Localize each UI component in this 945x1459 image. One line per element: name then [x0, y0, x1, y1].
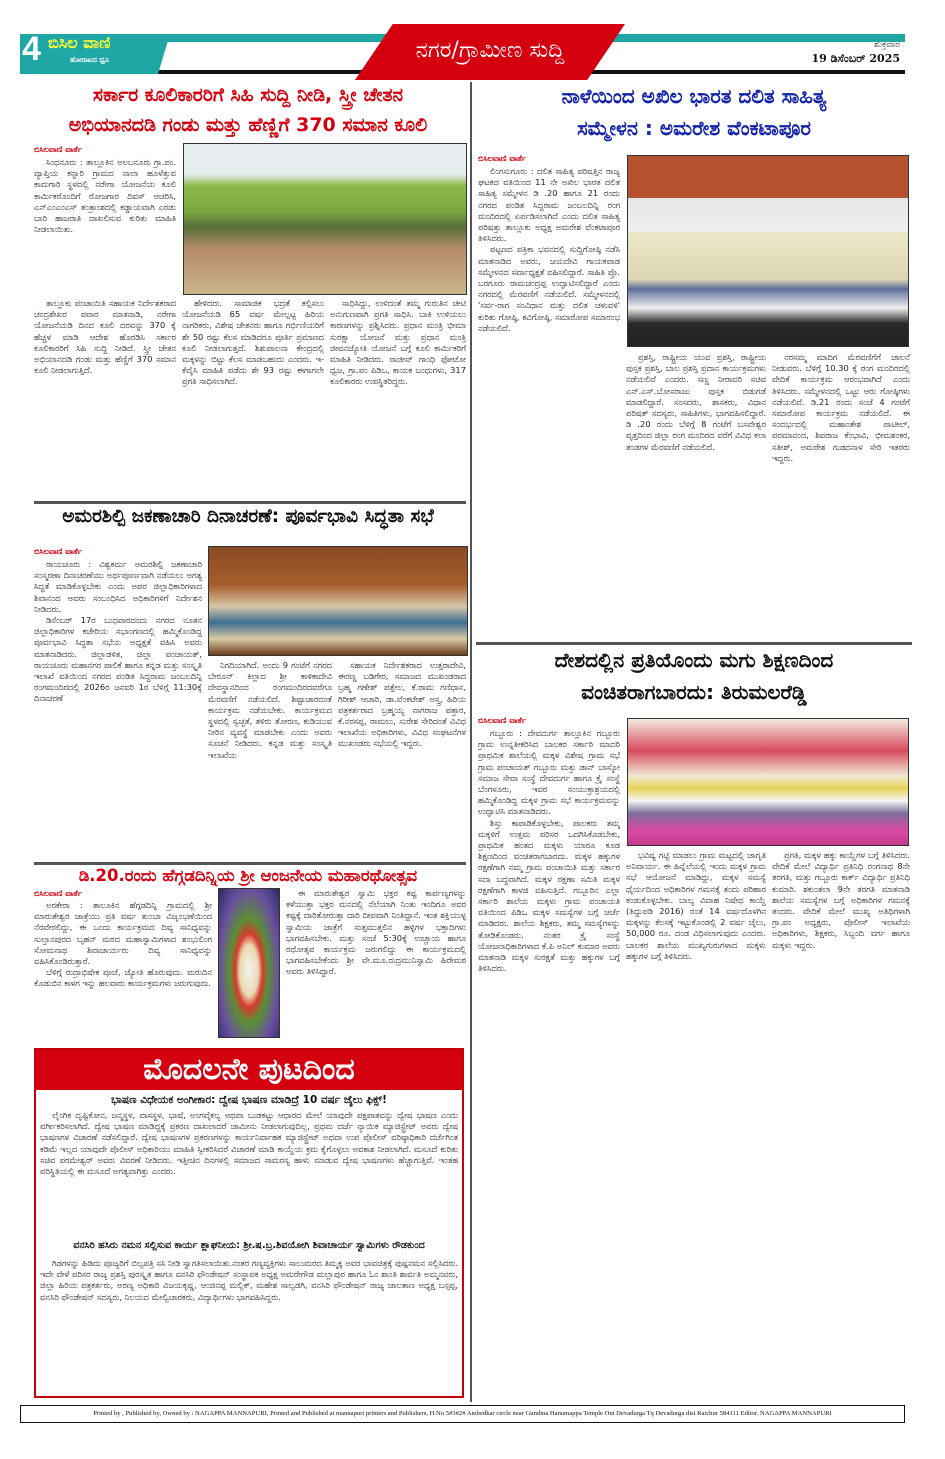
- paragraph: ಗಿಡಗಳನ್ನು ಹಿಡಿದು ಪೂಜ್ಯರಿಗೆ ಬಿಲ್ವಪತ್ರಿ ಸಸಿ ನೀಡಿ ಸ್ವಾಗತಿಸಲಾಯಿತು.ನಂತರ ಗಣ್ಯವ್ಯಕ್ತಿಗಳು ಸಾಲುಮರದ ತಿಮ್ಮಕ್ಕ ಅವರ ಭಾವಚಿತ್ರಕ್ಕೆ ಪುಷ್ಪನಮನ ಸಲ್ಲಿಸಿದರು. ಇದೇ ವೇಳೆ ಪರಿಸರ ರಾಜ್ಯ ಪ್ರಶಸ್ತಿ ಪುರಸ್ಕೃತ ಹಾಗೂ ವನಸಿರಿ ಫೌಂಡೇಷನ್ ಸಂಸ್ಥಾಪಕ ಅಧ್ಯಕ್ಷ ಅಮರೇಗೌಡ ಮಲ್ಲಾಪುರ ಹಾಗೂ ಓಂ ಶಾಂತಿ ಶಾರ್ವತಿ ಅಮ್ಮನವರು, ಜಿಲ್ಲಾ ಹಿರಿಯ ಪತ್ರಕರ್ತರು, ಅರಣ್ಯ ಅಧಿಕಾರಿ ವಿಜಯಕೃಷ್ಣ, ಆಂಜಿನಪ್ಪ ಮಲ್ಲಿಕ್, ಮಹೇಶ ಸಾಲ್ವಡಗಿ, ವನಸಿರಿ ಫೌಂಡೇಷನ್ ರಾಜ್ಯ ಜಾಲತಾಣ ಅಧ್ಯಕ್ಷ ಬಸ್ಸಪ್ಪ, ವನಸಿರಿ ಫೌಂಡೇಷನ್ ಸದಸ್ಯರು, ನಿಲಯದ ಮೇಲ್ವಿಚಾರಕರು, ವಿದ್ಯಾರ್ಥಿಗಳು ಭಾಗವಹಿಸಿದ್ದರು.: [40, 1258, 458, 1302]
- article-divider: [476, 642, 912, 645]
- headline-sahitya-line2: ಸಮ್ಮೇಳನ : ಅಮರೇಶ ವೆಂಕಟಾಪೂರ: [577, 116, 811, 140]
- paragraph: ಹೇಳಿದರು. ಸಾಮಾಜಿಕ ಭದ್ರತೆ ಕಲ್ಪಿಸಲು ಯೋಜನೆಯಡಿ 65 ವರ್ಷ ಮೇಲ್ಪಟ್ಟ ಹಿರಿಯ ನಾಗರಿಕರು, ವಿಶೇಷ ಚೇತನರು ಹಾಗೂ ಗರ್ಭಿಣಿಯರಿಗೆ ಶೇ 50 ರಷ್ಟು ಕೆಲಸ ಮಾಡಿದರೂ ಪೂರ್ತಿ ಪ್ರಮಾಣದ ಕೂಲಿ ನೀಡಲಾಗುತ್ತದೆ. ಶಿಶುಪಾಲನಾ ಕೇಂದ್ರದಲ್ಲಿ ಮಕ್ಕಳನ್ನು ಬಿಟ್ಟು ಕೆಲಸ ಮಾಡಬಹುದು ಎಂದರು. ಇ-ಕೆವೈಸಿ ಮಾಹಿತಿ ಪಡೆದು ಶೇ 93 ರಷ್ಟು ಈಗಾಗಲೇ ಪ್ರಗತಿ ಸಾಧಿಸಲಾಗಿದೆ.: [182, 298, 324, 387]
- byline: ಬಿಸಿಲವಾಣಿ ವಾರ್ತೆ: [478, 154, 526, 163]
- photo-children-gram-sabha: [627, 718, 909, 846]
- headline-vanasiri: ವನಸಿರಿ ಹಸಿರು ನಮನ ಸಲ್ಲಿಸುವ ಕಾರ್ಯ ಶ್ಲಾಘನೀಯ: ಶ್ರೀ.ಷ.ಬ್ರ.ಶಿವಯೋಗಿ ಶಿವಾಚಾರ್ಯ ಸ್ವಾಮಿಗಳು ರೌಡಕುಂದ: [73, 1240, 425, 1251]
- paragraph: ರಾಯಚೂರು : ವಿಶ್ವಕರ್ಮ ಅಮರಶಿಲ್ಪಿ ಜಕಣಾಚಾರಿ ಸಂಸ್ಮರಣಾ ದಿನಾಚರಣೆಯು ಅರ್ಥಪೂರ್ಣವಾಗಿ ನಡೆಯಲು ಅಗತ್ಯ ಸಿದ್ಧತೆ ಮಾಡಿಕೊಳ್ಳಬೇಕು ಎಂದು ಅಪರ ಜಿಲ್ಲಾಧಿಕಾರಿಗಳಾದ ಶಿವಾನಂದ ಅವರು ಸಂಬಂಧಿಸಿದ ಅಧಿಕಾರಿಗಳಿಗೆ ನಿರ್ದೇಶನ ನೀಡಿದರು.: [34, 559, 202, 614]
- imprint-footer: Printed by , Published by, Owned by : NAGAPPA MANNAPURI, Printed and Published at mannapuri printers and Publishers, H.No.5#3#2# Ambedkar circle near Gundina Hanumappa Temple Oni Devadurga Tq Devadurga dist Raichur 584111 Editor. NAGAPPA MANNAPURI: [20, 1405, 905, 1423]
- headline-wages-line1: ಸರ್ಕಾರ ಕೂಲಿಕಾರರಿಗೆ ಸಿಹಿ ಸುದ್ದಿ ನೀಡಿ, ಸ್ತ್ರೀ ಚೇತನ: [92, 84, 404, 106]
- paragraph: ಲಿಂಗಸುಗೂರು : ದಲಿತ ಸಾಹಿತ್ಯ ಪರಿಷತ್ತಿನ ರಾಜ್ಯ ಘಟಕದ ವತಿಯಿಂದ 11 ನೇ ಅಖಿಲ ಭಾರತ ದಲಿತ ಸಾಹಿತ್ಯ ಸಮ್ಮೇಳನ ಡಿ .20 ಹಾಗೂ 21 ರಂದು ನಗರದ ಪಂಡಿತ ಸಿದ್ದರಾಮ ಜಂಬಲದಿನ್ನಿ ರಂಗ ಮಂದಿರದಲ್ಲಿ ಏರ್ಪಡಿಸಲಾಗಿದೆ ಎಂದು ದಲಿತ ಸಾಹಿತ್ಯ ಪರಿಷತ್ತು ತಾಲ್ಲೂಕು ಅಧ್ಯಕ್ಷ ಅಮರೇಶ ವೆಂಕಟಾಪೂರ ತಿಳಿಸಿದರು.: [478, 166, 620, 244]
- photo-anjaneya-idol: [218, 888, 280, 1038]
- headline-education-line1: ದೇಶದಲ್ಲಿನ ಪ್ರತಿಯೊಂದು ಮಗು ಶಿಕ್ಷಣದಿಂದ: [554, 648, 834, 672]
- article-divider: [34, 862, 466, 865]
- issue-date: 19 ಡಿಸೆಂಬರ್ 2025: [811, 52, 900, 65]
- article-body: [34, 157, 176, 297]
- article-body: [338, 660, 466, 856]
- section-title: ನಗರ/ಗ್ರಾಮೀಣ ಸುದ್ದಿ: [415, 38, 565, 63]
- article-body: [34, 900, 212, 1040]
- paragraph: ನರಸಮ್ಮ ಮಾದಿಗ ಮೆರವಣಿಗೆಗೆ ಚಾಲನೆ ನೀಡುವರು. ಬೆಳಿಗ್ಗೆ 10.30 ಕ್ಕೆ ರಂಗ ಮಂದಿರದಲ್ಲಿ ವೇದಿಕೆ ಕಾರ್ಯಕ್ರಮ ಆರಂಭವಾಗಿದೆ ಎಂದು ತಿಳಿಸಿದರು. ಸಮ್ಮೇಳನದಲ್ಲಿ ಒಟ್ಟು ಆರು ಗೋಷ್ಠಿಗಳು ನಡೆಯಲಿವೆ. ಡಿ.21 ರಂದು ಸಂಜೆ 4 ಗಂಟೆಗೆ ಸಮಾರೋಪ ಕಾರ್ಯಕ್ರಮ ನಡೆಯಲಿದೆ. ಈ ಸಂದರ್ಭದಲ್ಲಿ ಮಹಾಂತೇಶ ಪಾಟೀಲ್, ಪರಮಾನಂದ, ಶಿವರಾಜ ಕೆಂಭಾವಿ, ಭೀಮಶಂಕರ, ಸತೀಶ್, ಅಮರೇಶ ಗುಡದನಾಳ ಸೇರಿ ಇತರರು ಇದ್ದರು.: [772, 352, 910, 463]
- continuation-box-title: ಮೊದಲನೇ ಪುಟದಿಂದ: [36, 1050, 462, 1090]
- photo-preparatory-meeting: [208, 546, 468, 656]
- byline: ಬಿಸಿಲವಾಣಿ ವಾರ್ತೆ: [34, 547, 82, 556]
- article-body: [182, 298, 324, 496]
- paragraph: ಗಬ್ಬೂರು : ದೇವದುರ್ಗ ತಾಲ್ಲೂಕಿನ ಗಬ್ಬೂರು ಗ್ರಾಮ ಉನ್ನತೀಕರಿಸಿದ ಬಾಲಕರ ಸರ್ಕಾರಿ ಮಾದರಿ ಪ್ರಾಥಮಿಕ ಶಾಲೆಯಲ್ಲಿ ಮಕ್ಕಳ ವಿಶೇಷ ಗ್ರಾಮ ಸಭೆ ಗ್ರಾಮ ಪಂಚಾಯತ್ ಗಬ್ಬೂರು ಮತ್ತು ಡಾನ್ ಬಾಸ್ಕೋ ಸಮಾಜ ಸೇವಾ ಸಂಸ್ಥೆ ದೇವದುರ್ಗ ಹಾಗೂ ಕ್ರೈ ಸಂಸ್ಥೆ ಬೆಂಗಳೂರು, ಇವರ ಸಂಯುಕ್ತಾಶ್ರಯದಲ್ಲಿ ಹಮ್ಮಿಕೊಂಡಿದ್ದ ಮಕ್ಕಳ ಗ್ರಾಮ ಸಭೆ ಕಾರ್ಯಕ್ರಮವನ್ನು ಉದ್ಘಾಟಿಸಿ ಮಾತನಾಡಿದರು.: [478, 728, 620, 817]
- article-body: [40, 1258, 458, 1394]
- headline-wages-line2: ಅಭಿಯಾನದಡಿ ಗಂಡು ಮತ್ತು ಹೆಣ್ಣಿಗೆ 370 ಸಮಾನ ಕೂಲಿ: [68, 114, 428, 136]
- paragraph: ತಾಲ್ಲೂಕು ಪಂಚಾಯಿತಿ ಸಹಾಯಕ ನಿರ್ದೇಶಕರಾದ ಚಂದ್ರಶೇಖರ ಪವಾರ ಮಾತನಾಡಿ, ನರೇಗಾ ಯೋಜನೆಯಡಿ ದಿನದ ಕೂಲಿ ದರವನ್ನು 370 ಕ್ಕೆ ಹೆಚ್ಚಳ ಮಾಡಿ ಆದೇಶ ಹೊರಡಿಸಿ ಸರ್ಕಾರ ಕೂಲಿಕಾರರಿಗೆ ಸಿಹಿ ಸುದ್ದಿ ನೀಡಿದೆ. ಸ್ತ್ರೀ ಚೇತನ ಅಭಿಯಾನದಡಿ ಗಂಡು ಮತ್ತು ಹೆಣ್ಣಿಗೆ 370 ಸಮಾನ ಕೂಲಿ ನೀಡಲಾಗುತ್ತಿದೆ.: [34, 298, 176, 376]
- paragraph: ಬೆಳಿಗ್ಗೆ ರುದ್ರಾಭಿಷೇಕ ಪೂಜೆ, ಜ್ಯೋತಿ ಹೊರುವುದು. ಮರುದಿನ ಕೊಡುಬಿನ ಕಾಳಗ ಇನ್ನು ಹಲವಾರು ಕಾರ್ಯಕ್ರಮಗಳು ಜರುಗುವುದು.: [34, 967, 212, 989]
- paragraph: ಪಟ್ಟಣದ ಪತ್ರಿಕಾ ಭವನದಲ್ಲಿ ಸುದ್ದಿಗೋಷ್ಠಿ ನಡೆಸಿ ಮಾತನಾಡಿದ ಅವರು, ಜಯದೇವಿ ಗಾಯಕವಾಡ ಸಮ್ಮೇಳನದ ಸರ್ವಾಧ್ಯಕ್ಷತೆ ವಹಿಸಲಿದ್ದಾರೆ. ಸಾಹಿತಿ ಪ್ರೊ. ಬರಗೂರು ರಾಮಚಂದ್ರಪ್ಪ ಉದ್ಘಾಟಿಸಲಿದ್ದಾರೆ ಎಂದು ನಗರದಲ್ಲಿ ಮೆರವಣಿಗೆ ನಡೆಯಲಿದೆ. ಸಮ್ಮೇಳನದಲ್ಲಿ 'ಸರ್ವ-ರಾಗ ಸಂವಿಧಾನ ಮತ್ತು ದಲಿತ ಚಳುವಳಿ' ಕುರಿತು ಗೋಷ್ಠಿ, ಕವಿಗೋಷ್ಠಿ, ಸಮಾರೋಪ ಸಮಾರಂಭ ನಡೆಯಲಿದೆ.: [478, 244, 620, 333]
- paragraph: ಪ್ರಗತಿ, ಮಕ್ಕಳ ಹಕ್ಕು ಕಾಯ್ದೆಗಳ ಬಗ್ಗೆ ತಿಳಿಸಿದರು. ವೇದಿಕೆ ಮೇಲೆ ವಿದ್ಯಾರ್ಥಿ ಪ್ರತಿನಿಧಿ ರಂಗನಾಥ 8ನೇ ತರಗತಿ, ಮತ್ತು ಗಬ್ಬೂರು ಕಾರ್ಕ್ ವಿದ್ಯಾರ್ಥಿ ಪ್ರತಿನಿಧಿ ಕುಮಾರಿ. ಶಕುಂತಲಾ 9ನೇ ತರಗತಿ ಮಾತನಾಡಿ ಶಾಲೆಯ ಸಮಸ್ಯೆಗಳ ಬಗ್ಗೆ ಅಧಿಕಾರಿಗಳ ಗಮನಕ್ಕೆ ತಂದರು. ವೇದಿಕೆ ಮೇಲೆ ಮುಖ್ಯ ಅತಿಥಿಗಳಾಗಿ ಗ್ರಾ.ಪಂ ಅಧ್ಯಕ್ಷರು, ಪೊಲೀಸ್ ಇಲಾಖೆಯ ಅಧಿಕಾರಿಗಳು, ಶಿಕ್ಷಕರು, ಸಿಬ್ಬಂದಿ ವರ್ಗ ಹಾಗೂ ಮಕ್ಕಳು ಇದ್ದರು.: [772, 850, 910, 950]
- article-body: [40, 1110, 458, 1236]
- paragraph: ನಿಗದಿಯಾಗಿದೆ. ಅಂದು 9 ಗಂಟೆಗೆ ನಗರದ ಬೇರೂನ್ ಕಿಲ್ಲಾದ ಶ್ರೀ ಕಾಳಿಕಾದೇವಿ ದೇವಸ್ಥಾನದಿಂದ ರಂಗಮಂದಿರದವರೆಗೂ ಮೆರವಣಿಗೆ ನಡೆಯಲಿದೆ. ಶಿಷ್ಟಾಚಾರದಂತೆ ಕಾರ್ಯಕ್ರಮ ನಡೆಯಬೇಕು. ಕಾರ್ಯಕ್ರಮದ ಸ್ಥಳದಲ್ಲಿ ಸ್ವಚ್ಛತೆ, ತಳಿರು ತೋರಣ, ಕುಡಿಯುವ ನೀರಿನ ವ್ಯವಸ್ಥೆ ಮಾಡಬೇಕು ಎಂದು ಅವರು ಸೂಚನೆ ನೀಡಿದರು. ಕನ್ನಡ ಮತ್ತು ಸಂಸ್ಕೃತಿ ಇಲಾಖೆಯ: [208, 660, 332, 760]
- paragraph: ಸಿಂಧನೂರು : ತಾಲ್ಲೂಕಿನ ಅಲಬನೂರು ಗ್ರಾ.ಪಂ. ವ್ಯಾಪ್ತಿಯ ಕನ್ನಾರಿ ಗ್ರಾಮದ ನಾಲಾ ಹೂಳೆತ್ತುವ ಕಾಮಗಾರಿ ಸ್ಥಳದಲ್ಲಿ ನರೇಗಾ ಯೋಜನೆಯ ಕೂಲಿ ಕಾರ್ಮಿಕರೊಂದಿಗೆ ರೋಜಗಾರ ದಿವಸ್ ಆಚರಿಸಿ, ಎನ್‌ಎಂಎಂಎಸ್ ತಂತ್ರಾಂಶದಲ್ಲಿ ಕಡ್ಡಾಯವಾಗಿ ಎರಡು ಬಾರಿ ಹಾಜರಾತಿ ದಾಖಲಿಸುವ ಕುರಿತು ಮಾಹಿತಿ ನೀಡಲಾಯಿತು.: [34, 157, 176, 235]
- headline-festival: ಡಿ.20.ರಂದು ಹೆಗ್ಗಡದಿನ್ನಿಯ ಶ್ರೀ ಆಂಜನೇಯ ಮಹಾರಥೋತ್ಸವ: [78, 866, 418, 885]
- page-number: 4: [22, 30, 41, 68]
- newspaper-tagline: ಹೋರಾಟದ ಧ್ವನಿ: [70, 56, 109, 64]
- paragraph: ಅರಕೇರಾ : ತಾಲೂಕಿನ ಹೆಗ್ಗಡದಿನ್ನಿ ಗ್ರಾಮದಲ್ಲಿ ಶ್ರೀ ಮಾರುತೇಶ್ವರ ಜಾತ್ರೆಯು ಪ್ರತಿ ವರ್ಷ ತುಂಬಾ ವಿಜೃಂಭಣೆಯಿಂದ ನೆರವೇರಲಿದ್ದು, ಈ ಒಂದು ಕಾರ್ಯಕ್ರಮದ ದಿವ್ಯ ಸಾನಿಧ್ಯವನ್ನು ಸುಲ್ತಾನಪುರದ ಬೃಹನ್ ಮಠದ ಮಹಾಸ್ವಾಮಿಗಳಾದ ಶಂಭುಲಿಂಗ ಸೋಮನಾಥ ಶಿವಾಚಾರ್ಯರು ದಿವ್ಯ ಸಾನಿಧ್ಯವನ್ನು ವಹಿಸಿಕೊಂಡಿರುತ್ತಾರೆ.: [34, 900, 212, 967]
- article-body: [626, 352, 766, 634]
- byline: ಬಿಸಿಲವಾಣಿ ವಾರ್ತೆ: [478, 716, 526, 725]
- headline-sahitya-line1: ನಾಳೆಯಿಂದ ಅಖಿಲ ಭಾರತ ದಲಿತ ಸಾಹಿತ್ಯ: [561, 84, 827, 108]
- article-body: [34, 298, 176, 496]
- article-body: [34, 559, 202, 855]
- article-body: [330, 298, 466, 496]
- article-body: [626, 850, 766, 1394]
- newspaper-logo: ಬಿಸಿಲ ವಾಣಿ: [48, 33, 111, 52]
- paragraph: ಈ ಮಾರುತೇಶ್ವರ ಸ್ವಾಮಿ ಭಕ್ತರ ಕಷ್ಟ ಕಾರ್ಪಣ್ಯಗಳನ್ನು ಕಳೆಯುತ್ತಾ ಭಕ್ತರ ಮನದಲ್ಲಿ ನೆಲೆಯಾಗಿ ನಿಂತು ಇಂದಿಗೂ ಅವರ ಕಷ್ಟಕ್ಕೆ ದಾರಿತೋರುತ್ತಾ ದಾರಿ ದೀಪವಾಗಿ ನಿಂತಿದ್ದಾನೆ. ಇಂತ ಶಕ್ತಿಯುಳ್ಳ ಸ್ವಾಮಿಯ ಜಾತ್ರೆಗೆ ಸುತ್ತಮುತ್ತಲಿನ ಹಳ್ಳಿಗಳ ಭಕ್ತಾದಿಗಳು ಭಾಗವಹಿಸಬೇಕು. ಮತ್ತು ಸಂಜೆ 5:30ಕ್ಕೆ ಉಚ್ಚಾಯ ಹಾಗೂ ರಥೋತ್ಸವ ಕಾರ್ಯಕ್ರಮ ಜರುಗಲಿದ್ದು ಈ ಕಾರ್ಯಕ್ರಮದಲ್ಲಿ ಭಾಗವಹಿಸಬೇಕೆಂದು ಶ್ರೀ ವೇ.ಮೂ.ರುದ್ರಮುನಿಸ್ವಾಮಿ ಹಿರೇಮಠ ಅವರು ತಿಳಿಸಿದ್ದಾರೆ.: [286, 888, 466, 977]
- article-divider: [34, 501, 466, 504]
- headline-education-line2: ವಂಚಿತರಾಗಬಾರದು: ತಿರುಮಲರೆಡ್ಡಿ: [581, 680, 807, 704]
- photo-book-release: [627, 155, 909, 347]
- article-body: [286, 888, 466, 1038]
- paragraph: ಸಾಧಿಸಿದ್ದು, ಉಳಿದಂತೆ ತಮ್ಮ ಗುರುತಿನ ಚೀಟಿ ಅನುಗುಣವಾಗಿ ಪ್ರಗತಿ ಸಾಧಿಸಿ. ಬಾಕಿ ಉಳಿಯಲು ಕಾರಣಗಳನ್ನು ಪ್ರಶ್ನಿಸಿದರು. ಪ್ರಧಾನ ಮಂತ್ರಿ ಭೀಮಾ ಸುರಕ್ಷಾ ಯೋಜನೆ ಮತ್ತು ಪ್ರಧಾನ ಮಂತ್ರಿ ಜೀವನಜ್ಯೋತಿ ಯೋಜನೆ ಬಗ್ಗೆ ಕೂಲಿ ಕಾರ್ಮಿಕರಿಗೆ ಮಾಹಿತಿ ನೀಡಿದರು. ರಾಜೀವ್ ಗಾಂಧಿ ಫೋಟೋ ಧ್ವಜ, ಗ್ರಾ.ಪಂ ಪಿಡಿಒ, ಕಾಯಕ ಬಂಧುಗಳು, 317 ಕೂಲಿಕಾರರು ಉಪಸ್ಥಿತರಿದ್ದರು.: [330, 298, 466, 387]
- byline: ಬಿಸಿಲವಾಣಿ ವಾರ್ತೆ: [34, 889, 82, 898]
- article-body: [208, 660, 332, 856]
- byline: ಬಿಸಿಲವಾಣಿ ವಾರ್ತೆ: [34, 145, 82, 154]
- article-body: [772, 352, 910, 634]
- column-divider: [470, 82, 472, 1402]
- paragraph: ಡಿಸೆಂಬರ್ 17ರ ಬುಧವಾರದಂದು ನಗರದ ನೂತನ ಜಿಲ್ಲಾಧಿಕಾರಿಗಳ ಕಚೇರಿಯ ಸಭಾಂಗಣದಲ್ಲಿ ಹಮ್ಮಿಕೊಂಡಿದ್ದ ಪೂರ್ವಭಾವಿ ಸಿದ್ಧತಾ ಸಭೆಯ ಅಧ್ಯಕ್ಷತೆ ವಹಿಸಿ ಅವರು ಮಾತನಾಡಿದರು. ಜಿಲ್ಲಾಡಳಿತ, ಜಿಲ್ಲಾ ಪಂಚಾಯತ್, ರಾಯಚೂರು ಮಹಾನಗರ ಪಾಲಿಕೆ ಹಾಗೂ ಕನ್ನಡ ಮತ್ತು ಸಂಸ್ಕೃತಿ ಇಲಾಖೆ ವತಿಯಿಂದ ನಗರದ ಪಂಡಿತ ಸಿದ್ದರಾಮ ಜಂಬಲದಿನ್ನಿ ರಂಗಮಂದಿರದಲ್ಲಿ 2026ರ ಜನವರಿ 1ರ ಬೆಳಿಗ್ಗೆ 11:30ಕ್ಕೆ ದಿನಾಚರಣೆ: [34, 615, 202, 704]
- headline-hate-speech-bill: ಭಾಷಣ ವಿಧೇಯಕ ಅಂಗೀಕಾರ: ದ್ವೇಷ ಭಾಷಣ ಮಾಡಿದ್ರೆ 10 ವರ್ಷ ಜೈಲು ಫಿಕ್ಸ್!: [111, 1094, 387, 1106]
- weekday: ಶುಕ್ರವಾರ: [874, 40, 900, 50]
- paragraph: ಲೈಂಗಿಕ ದೃಷ್ಟಿಕೋನ, ಜನ್ಮಸ್ಥಳ, ವಾಸಸ್ಥಳ, ಭಾಷೆ, ಅಂಗವೈಕಲ್ಯ ಅಥವಾ ಬುಡಕಟ್ಟು ಆಧಾರದ ಮೇಲೆ ಯಾವುದೇ ಪಕ್ಷಪಾತವನ್ನು ದ್ವೇಷ ಭಾಷಣ ಎಂದು ವರ್ಗೀಕರಿಸಲಾಗಿದೆ. ದ್ವೇಷ ಭಾಷಣ ಮಾಡಿದ್ದಕ್ಕೆ ಪ್ರಕರಣ ದಾಖಲಾದರೆ ಜಾಮೀನು ನೀಡಲಾಗುವುದಿಲ್ಲ, ಪ್ರಥಮ ದರ್ಜೆ ನ್ಯಾಯಿಕ ಮ್ಯಾಜಿಸ್ಟ್ರೇಟ್ ಅವರು ದ್ವೇಷ ಭಾಷಣಗಳ ವಿಚಾರಣೆ ನಡೆಸಲಿದ್ದಾರೆ. ದ್ವೇಷ ಭಾಷಣಗಳ ಪ್ರಕರಣಗಳನ್ನು ಕಾರ್ಯನಿರ್ವಾಹಕ ಮ್ಯಾಜಿಸ್ಟ್ರೇಟ್ ಅಥವಾ ಉಪ ಪೊಲೀಸ್ ವರಿಷ್ಠಾಧಿಕಾರಿ ದರ್ಜೆಗಿಂತ ಕಡಿಮೆ ಇಲ್ಲದ ಯಾವುದೇ ಪೊಲೀಸ್ ಅಧಿಕಾರಿಯು ಮಾಹಿತಿ ಸ್ವೀಕರಿಸಿದರೆ ವಿಚಾರಣೆ ಮಾಡಿ ಕಾಯ್ದೆಯ ಕ್ರಮ ಕೈಗೊಳ್ಳಲು ಅವಕಾಶ ನೀಡಲಾಗಿದೆ. ಮಸೂದೆ ಕುರಿತು ಸಚಿವ ಪರಮೇಶ್ವರ್ ಅವರು ವಿವರಣೆ ನೀಡಿದರು. ಇತ್ತೀಚಿನ ದಿನಗಳಲ್ಲಿ ಸಮಾಜದ ಸಾಮರಸ್ಯ ಹಾಳು ಮಾಡುವ ದ್ವೇಷ ಭಾಷಣಗಳು ಹೆಚ್ಚಾಗುತ್ತಿವೆ. ಇಂತಹ ಪರಿಸ್ಥಿತಿಯಲ್ಲಿ ಈ ಮಸೂದೆ ಅಗತ್ಯವಾಗಿತ್ತು ಎಂದರು.: [40, 1110, 458, 1177]
- article-body: [478, 166, 620, 634]
- photo-wage-workers-meeting: [183, 143, 467, 295]
- article-body: [772, 850, 910, 1394]
- headline-jakanachari: ಅಮರಶಿಲ್ಪಿ ಜಕಣಾಚಾರಿ ದಿನಾಚರಣೆ: ಪೂರ್ವಭಾವಿ ಸಿದ್ಧತಾ ಸಭೆ: [62, 506, 434, 527]
- paragraph: ಶಿಸ್ತು ಕಾಪಾಡಿಕೊಳ್ಳಬೇಕು, ಪಾಲಕರು ತಮ್ಮ ಮಕ್ಕಳಿಗೆ ಉತ್ತಮ ಪರಿಸರ ಒದಗಿಸಿಕೊಡಬೇಕು, ಪ್ರಾಥಮಿಕ ಹಂತದ ಮಕ್ಕಳು ಯಾರೂ ಕೂಡ ಶಿಕ್ಷಣದಿಂದ ವಂಚಿತರಾಗಬಾರದು. ಮಕ್ಕಳ ಹಕ್ಕುಗಳ ರಕ್ಷಣೆಗಾಗಿ ನಮ್ಮ ಗ್ರಾಮ ಪಂಚಾಯಿತಿ ಮತ್ತು ಸರ್ಕಾರ ಸದಾ ಬದ್ಧವಾಗಿದೆ. ಮಕ್ಕಳ ರಕ್ಷಣಾ ಸಮಿತಿ ಮಕ್ಕಳ ರಕ್ಷಣೆಗಾಗಿ ಕಾಳಜಿ ವಹಿಸುತ್ತಿದೆ. ಗಬ್ಬೂರಿನ ಎಲ್ಲಾ ಸರ್ಕಾರಿ ಶಾಲೆಯ ಮಕ್ಕಳು ಗ್ರಾಮ ಪಂಚಾಯತಿ ವತಿಯಿಂದ ಪಿಡಿಒ ಮಕ್ಕಳ ಸಮಸ್ಯೆಗಳ ಬಗ್ಗೆ ಚರ್ಚೆ ಮಾಡಿದರು. ಶಾಲೆಯ ಶಿಕ್ಷಕರು, ತಮ್ಮ ಸಮಸ್ಯೆಗಳನ್ನು ತೋಡಿಕೊಂಡರು. ನಂತರ ಕ್ರೈ ಸಂಸ್ಥೆ ಯೋಜನಾಧಿಕಾರಿಗಳಾದ ಕೆ.ಪಿ ಅನಿಲ್ ಕುಮಾರ ಅವರು ಮಾತನಾಡಿ ಮಕ್ಕಳ ಸುರಕ್ಷತೆ ಮತ್ತು ಹಕ್ಕುಗಳ ಬಗ್ಗೆ ತಿಳಿಸಿದರು.: [478, 817, 620, 974]
- paragraph: ಸಹಾಯಕ ನಿರ್ದೇಶಕರಾದ ಉತ್ತರಾದೇವಿ, ಈರಣ್ಣ ಬಡಿಗೇರ, ಸಮಾಜದ ಮುಖಂಡರಾದ ಬ್ರಹ್ಮ ಗಣೇಶ್ ಪತ್ತೇಲ, ಕೆ.ರಾಮ ಗಣಿಧಾನ, ಗಿರೀಶ್ ಆಚಾರಿ, ಡಾ.ವೆಂಕಟೇಶ್ ಅಸ್ತ್ರ, ಹಿರಿಯ ಪತ್ರಕರ್ತರಾದ ಬ್ರಹ್ಮಯ್ಯ ನಾಗರಾಜ ಪತ್ತಾರ, ಕೆ.ನರಸಪ್ಪ, ರಾಮಲು, ಸುರೇಶ ಸೇರಿದಂತೆ ವಿವಿಧ ಇಲಾಖೆಯ ಅಧಿಕಾರಿಗಳು, ವಿವಿಧ ಸಂಘಟನೆಗಳ ಮುಖಂಡರು ಸಭೆಯಲ್ಲಿ ಇದ್ದರು.: [338, 660, 466, 749]
- article-body: [478, 728, 620, 1394]
- paragraph: ಭವಿಷ್ಯ ಗಟ್ಟಿ ಮಾಡಲು ಗ್ರಾಮ ಮಟ್ಟದಲ್ಲಿ ಜಾಗೃತಿ ಅನಿವಾರ್ಯ. ಈ ಹಿನ್ನೆಲೆಯಲ್ಲಿ ಇಂದು ಮಕ್ಕಳ ಗ್ರಾಮ ಸಭೆ ಆಯೋಜನೆ ಮಾಡಿದ್ದು, ಮಕ್ಕಳ ಸಮಸ್ಯೆ ಧೈರ್ಯದಿಂದ ಅಧಿಕಾರಿಗಳ ಗಮನಕ್ಕೆ ತಂದು ಪರಿಹಾರ ಕಂಡುಕೊಳ್ಳಬೇಕು. ಬಾಲ್ಯ ವಿವಾಹ ನಿಷೇಧ ಕಾಯ್ದೆ (ತಿದ್ದುಪಡಿ 2016) ರಂತೆ 14 ವರ್ಷದೊಳಗಿನ ಮಕ್ಕಳನ್ನು ಕೆಲಸಕ್ಕೆ ಇಟ್ಟುಕೊಂಡಲ್ಲಿ 2 ವರ್ಷ ಜೈಲು, 50,000 ರೂ. ದಂಡ ವಿಧಿಸಲಾಗುವುದು ಎಂದರು. ಬಾಲಕರ ಶಾಲೆಯ ಮುಖ್ಯಗುರುಗಳಾದ ಮಕ್ಕಳು ಹಕ್ಕುಗಳ ಬಗ್ಗೆ ತಿಳಿಸಿದರು.: [626, 850, 766, 961]
- paragraph: ಪ್ರಶಸ್ತಿ, ರಾಷ್ಟ್ರೀಯ ಯುವ ಪ್ರಶಸ್ತಿ, ರಾಷ್ಟ್ರೀಯ ಪುಸ್ತಕ ಪ್ರಶಸ್ತಿ, ಬಾಲ ಪ್ರಶಸ್ತಿ ಪ್ರದಾನ ಕಾರ್ಯಕ್ರಮಗಳು ನಡೆಯಲಿವೆ ಎಂದರು. ಸಣ್ಣ ನೀರಾವರಿ ಸಚಿವ ಎನ್.ಎಸ್.ಬೋಸರಾಜು ಪುಸ್ತಕ ಬಿಡುಗಡೆ ಮಾಡಲಿದ್ದಾರೆ. ಸಂಸದರು, ಶಾಸಕರು, ವಿಧಾನ ಪರಿಷತ್ ಸದಸ್ಯರು, ಸಾಹಿತಿಗಳು, ಭಾಗವಹಿಸಲಿದ್ದಾರೆ. ಡಿ .20 ರಂದು ಬೆಳಿಗ್ಗೆ 8 ಗಂಟೆಗೆ ಬಸವೇಶ್ವರ ವೃತ್ತದಿಂದ ಜಿಲ್ಲಾ ರಂಗ ಮಂದಿರದ ವರೆಗೆ ವಿವಿಧ ಕಲಾ ತಂಡಗಳ ಮೆರವಣಿಗೆ ನಡೆಯಲಿದೆ.: [626, 352, 766, 452]
